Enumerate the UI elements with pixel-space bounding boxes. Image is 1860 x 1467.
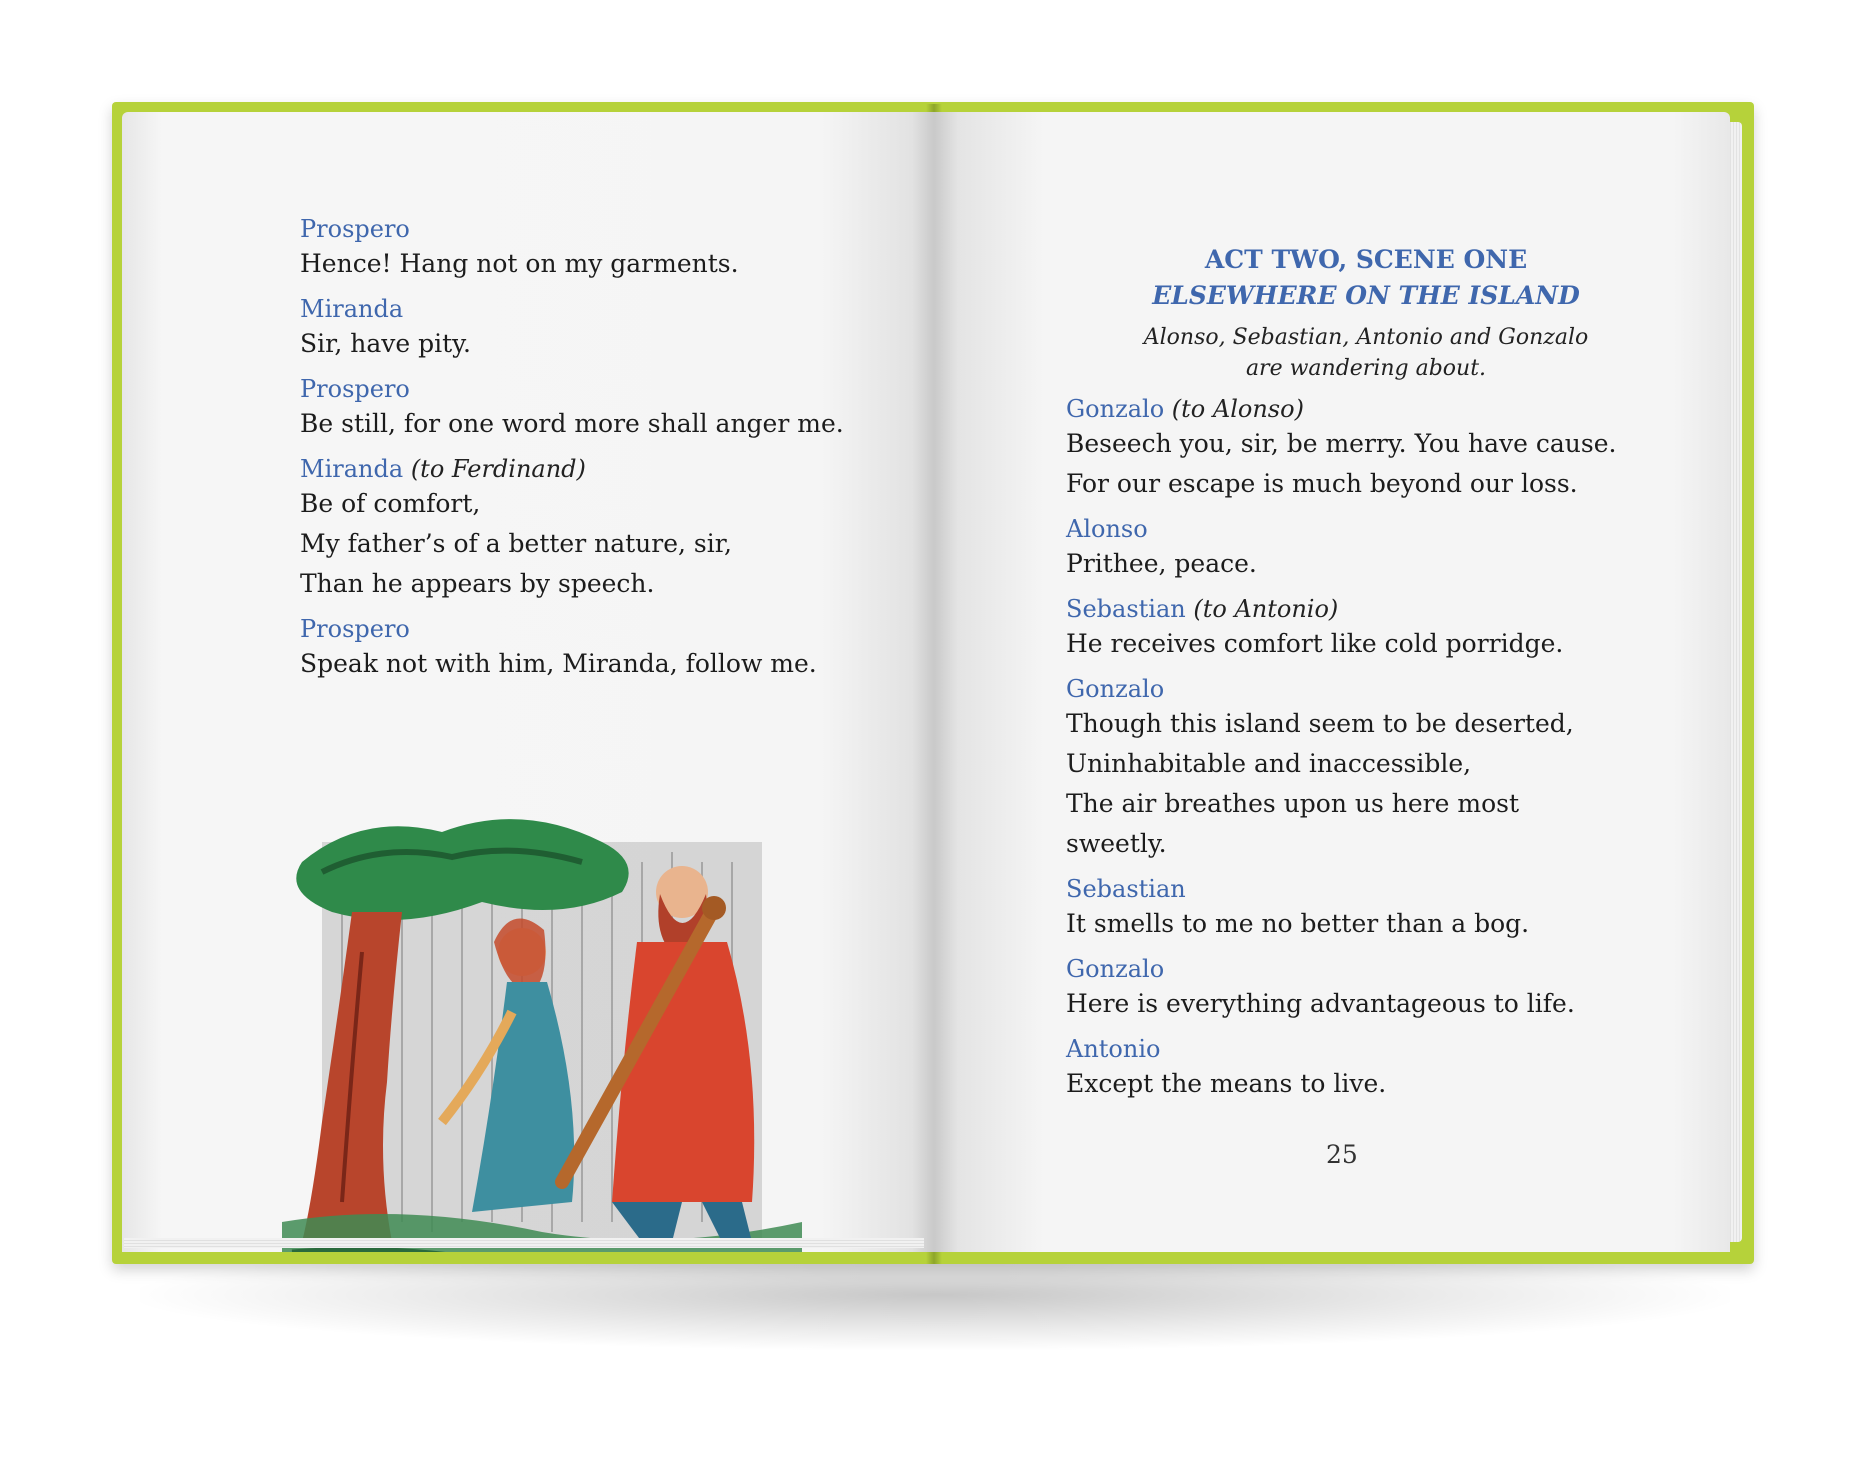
- dialogue-line: The air breathes upon us here most sweetly.: [1066, 789, 1519, 858]
- dialogue-line: Except the means to live.: [1066, 1069, 1387, 1098]
- speaker-name: Prospero: [300, 215, 410, 243]
- dialogue-block: [300, 294, 860, 364]
- dialogue-line: Prithee, peace.: [1066, 549, 1257, 578]
- dialogue-line: Beseech you, sir, be merry. You have cause.: [1066, 429, 1617, 458]
- dialogue-line: My father’s of a better nature, sir,: [300, 529, 732, 558]
- dialogue-line: Than he appears by speech.: [300, 569, 655, 598]
- forest-illustration: [282, 802, 802, 1252]
- scene-heading: ACT TWO, SCENE ONE: [1204, 245, 1528, 274]
- dialogue-block: [1066, 594, 1626, 664]
- left-page[interactable]: [122, 112, 934, 1252]
- speaker-name: Sebastian (to Antonio): [1066, 595, 1339, 623]
- dialogue-block: [1066, 514, 1626, 584]
- dialogue-line: Hence! Hang not on my garments.: [300, 249, 739, 278]
- speaker-name: Gonzalo: [1066, 955, 1165, 983]
- speaker-name: Sebastian: [1066, 875, 1186, 903]
- dialogue-block: [300, 214, 860, 284]
- speaker-name: Antonio: [1066, 1035, 1161, 1063]
- speaker-name: Miranda: [300, 295, 404, 323]
- dialogue-block: [1066, 1034, 1626, 1104]
- dialogue-line: He receives comfort like cold porridge.: [1066, 629, 1564, 658]
- dialogue-block: [1066, 874, 1626, 944]
- dialogue-line: Uninhabitable and inaccessible,: [1066, 749, 1472, 778]
- stage-direction-inline: (to Ferdinand): [410, 455, 586, 483]
- left-page-edges: [124, 1238, 924, 1248]
- stage-direction-inline: (to Alonso): [1171, 395, 1304, 423]
- speaker-name: Gonzalo: [1066, 675, 1165, 703]
- dialogue-line: For our escape is much beyond our loss.: [1066, 469, 1578, 498]
- right-page-dialogue: [1066, 204, 1626, 1104]
- dialogue-line: Sir, have pity.: [300, 329, 471, 358]
- dialogue-block: [1066, 394, 1626, 504]
- speaker-name: Gonzalo (to Alonso): [1066, 395, 1304, 423]
- dialogue-line: Be of comfort,: [300, 489, 481, 518]
- stage-direction-inline: (to Antonio): [1193, 595, 1339, 623]
- dialogue-line: It smells to me no better than a bog.: [1066, 909, 1530, 938]
- dialogue-block: [300, 374, 860, 444]
- dialogue-block: [1066, 674, 1626, 864]
- page-number: 25: [1326, 1140, 1358, 1169]
- scene-location: ELSEWHERE ON THE ISLAND: [1152, 281, 1580, 310]
- speaker-name: Prospero: [300, 375, 410, 403]
- speaker-name: Alonso: [1066, 515, 1148, 543]
- left-page-dialogue: [300, 204, 860, 684]
- right-page[interactable]: [934, 112, 1730, 1252]
- dialogue-block: [1066, 954, 1626, 1024]
- dialogue-line: Though this island seem to be deserted,: [1066, 709, 1574, 738]
- dialogue-line: Speak not with him, Miranda, follow me.: [300, 649, 817, 678]
- speaker-name: Prospero: [300, 615, 410, 643]
- speaker-name: Miranda (to Ferdinand): [300, 455, 586, 483]
- dialogue-block: [300, 454, 860, 604]
- dialogue-line: Be still, for one word more shall anger me.: [300, 409, 844, 438]
- dialogue-line: Here is everything advantageous to life.: [1066, 989, 1575, 1018]
- dialogue-block: [300, 614, 860, 684]
- stage-direction: Alonso, Sebastian, Antonio and Gonzalo are wandering about.: [1143, 325, 1589, 381]
